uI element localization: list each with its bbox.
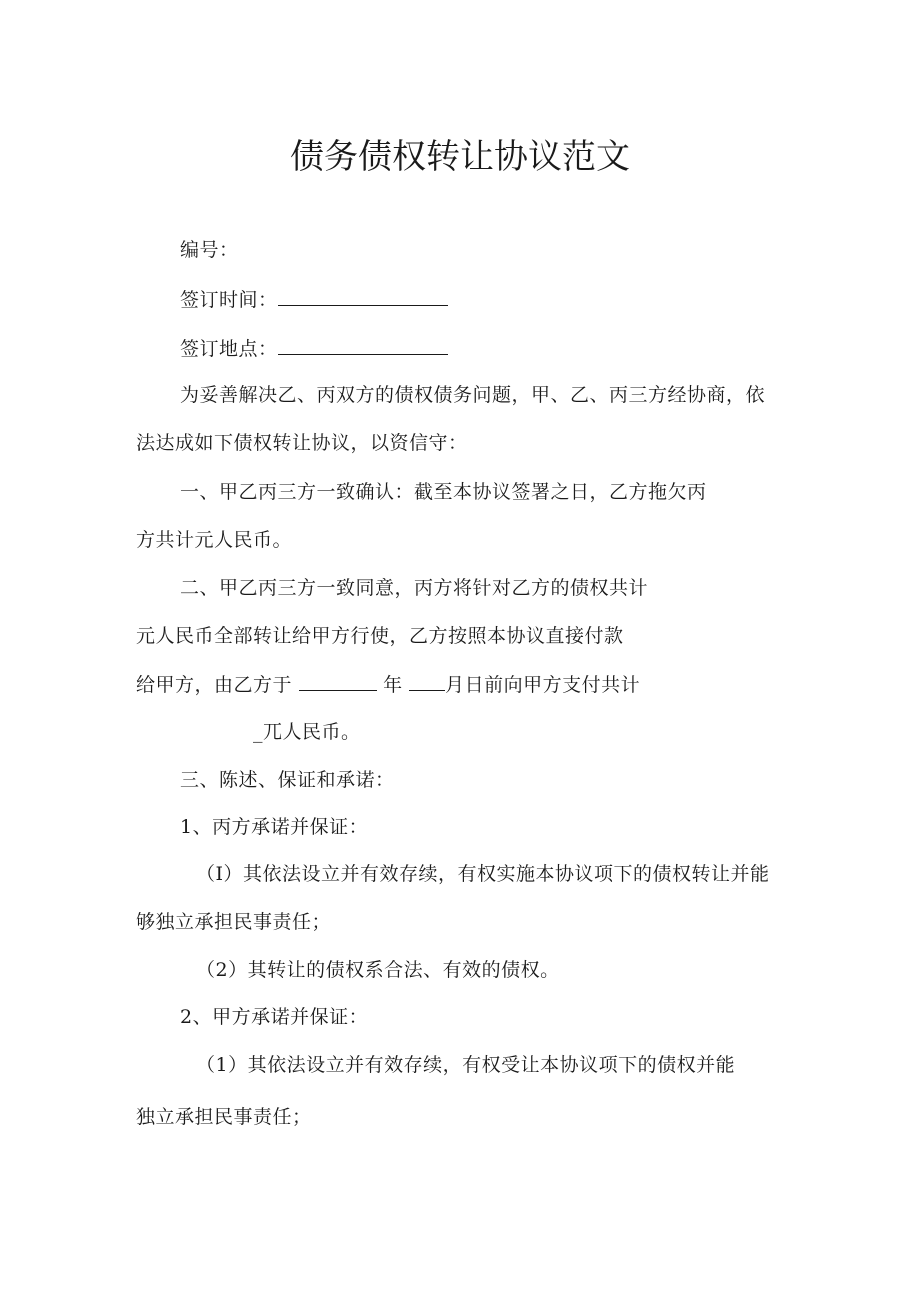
item1-2: （2）其转让的债权系合法、有效的债权。 — [196, 959, 560, 981]
clause2-line-1: 二、甲乙丙三方一致同意，丙方将针对乙方的债权共计 — [180, 577, 649, 599]
month-blank — [409, 672, 445, 691]
sign-time-field — [180, 287, 448, 312]
sign-time-blank — [278, 287, 448, 306]
sign-place-field — [180, 336, 448, 361]
sign-place-label: 签订地点： — [180, 338, 278, 360]
item1-1-line-2: 够独立承担民事责任； — [136, 911, 332, 933]
clause2-line-4: _兀人民币。 — [253, 721, 361, 743]
item2-heading: 2、甲方承诺并保证： — [180, 1006, 369, 1028]
clause3-heading: 三、陈述、保证和承诺： — [180, 769, 395, 791]
clause2-line3-text-c: 月日前向甲方支付共计 — [445, 674, 641, 696]
number-field — [180, 238, 239, 262]
intro-line-2: 法达成如下债权转让协议，以资信守： — [136, 432, 468, 454]
clause2-line-3 — [136, 672, 640, 697]
clause2-line-2: 元人民币全部转让给甲方行使，乙方按照本协议直接付款 — [136, 625, 624, 647]
document-title: 债务债权转让协议范文 — [290, 137, 630, 177]
year-blank — [299, 672, 377, 691]
item1-heading: 1、丙方承诺并保证： — [180, 816, 369, 838]
clause1-line-2: 方共计元人民币。 — [136, 529, 293, 551]
clause2-line3-text-a: 给甲方，由乙方于 — [136, 674, 293, 696]
sign-time-label: 签订时间： — [180, 289, 278, 311]
intro-line-1: 为妥善解决乙、丙双方的债权债务问题，甲、乙、丙三方经协商，依 — [180, 384, 766, 406]
clause1-line-1: 一、甲乙丙三方一致确认：截至本协议签署之日，乙方拖欠丙 — [180, 481, 707, 503]
item2-1-line-1: （1）其依法设立并有效存续，有权受让本协议项下的债权并能 — [196, 1054, 736, 1076]
sign-place-blank — [278, 336, 448, 355]
item2-1-line-2: 独立承担民事责任； — [136, 1106, 312, 1128]
clause2-line3-text-b: 年 — [383, 674, 403, 696]
number-label: 编号： — [180, 239, 239, 261]
item1-1-line-1: （I）其依法设立并有效存续，有权实施本协议项下的债权转让并能 — [196, 863, 770, 885]
